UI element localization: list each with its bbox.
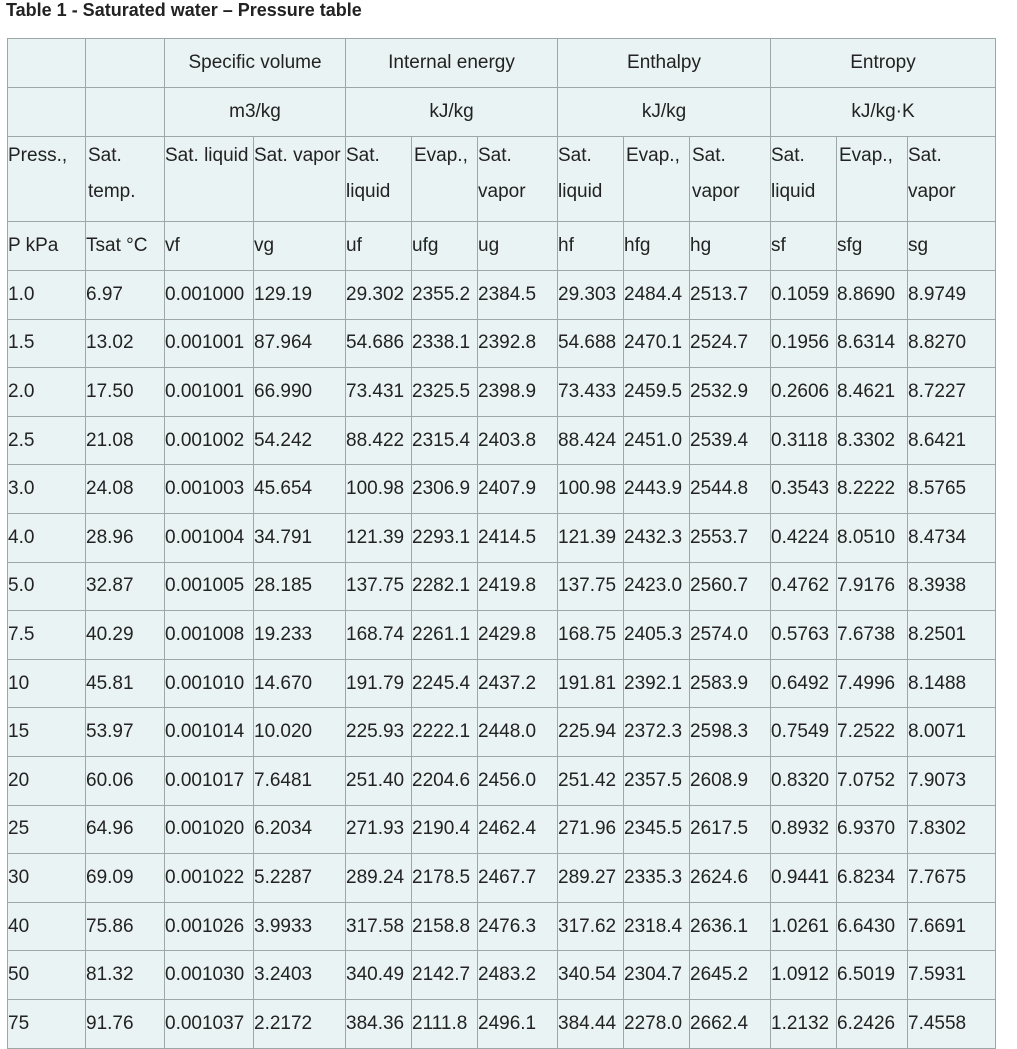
table-cell: 2278.0 <box>624 999 690 1048</box>
symbol-cell: sf <box>771 222 837 271</box>
table-cell: 2.5 <box>8 416 86 465</box>
table-cell: 2355.2 <box>412 271 478 320</box>
enthalpy-header: Enthalpy <box>558 39 771 88</box>
table-cell: 2142.7 <box>412 951 478 1000</box>
table-cell: 8.6421 <box>908 416 996 465</box>
table-cell: 384.44 <box>558 999 624 1048</box>
table-cell: 137.75 <box>558 562 624 611</box>
entropy-header: Entropy <box>771 39 996 88</box>
table-cell: 3.2403 <box>254 951 346 1000</box>
table-cell: 2456.0 <box>478 756 558 805</box>
table-cell: 0.2606 <box>771 368 837 417</box>
table-cell: 251.42 <box>558 756 624 805</box>
table-row <box>8 854 996 903</box>
table-cell: 30 <box>8 854 86 903</box>
table-cell: 2448.0 <box>478 708 558 757</box>
table-cell: 129.19 <box>254 271 346 320</box>
table-cell: 7.9176 <box>837 562 908 611</box>
table-cell: 45.654 <box>254 465 346 514</box>
table-cell: 0.8932 <box>771 805 837 854</box>
table-cell: 8.0510 <box>837 513 908 562</box>
symbol-cell: ug <box>478 222 558 271</box>
group-title-row <box>8 39 996 88</box>
table-cell: 2384.5 <box>478 271 558 320</box>
table-cell: 0.001020 <box>165 805 254 854</box>
table-cell: 271.93 <box>346 805 412 854</box>
table-cell: 88.424 <box>558 416 624 465</box>
table-cell: 2.0 <box>8 368 86 417</box>
specific-volume-unit: m3/kg <box>165 88 346 137</box>
table-cell: 7.4996 <box>837 659 908 708</box>
table-row <box>8 708 996 757</box>
ug-label: Sat. vapor <box>478 137 558 222</box>
table-cell: 8.7227 <box>908 368 996 417</box>
table-cell: 3.9933 <box>254 902 346 951</box>
table-cell: 69.09 <box>86 854 165 903</box>
table-cell: 2204.6 <box>412 756 478 805</box>
table-cell: 121.39 <box>558 513 624 562</box>
table-cell: 25 <box>8 805 86 854</box>
table-cell: 0.001004 <box>165 513 254 562</box>
table-cell: 5.2287 <box>254 854 346 903</box>
table-cell: 0.001014 <box>165 708 254 757</box>
table-cell: 50 <box>8 951 86 1000</box>
table-cell: 2325.5 <box>412 368 478 417</box>
table-cell: 45.81 <box>86 659 165 708</box>
table-cell: 1.0 <box>8 271 86 320</box>
table-cell: 0.001017 <box>165 756 254 805</box>
table-cell: 8.9749 <box>908 271 996 320</box>
table-cell: 0.001008 <box>165 611 254 660</box>
table-cell: 2405.3 <box>624 611 690 660</box>
table-cell: 2437.2 <box>478 659 558 708</box>
table-cell: 2.2172 <box>254 999 346 1048</box>
table-cell: 225.93 <box>346 708 412 757</box>
table-cell: 2245.4 <box>412 659 478 708</box>
table-cell: 191.79 <box>346 659 412 708</box>
table-cell: 2423.0 <box>624 562 690 611</box>
table-cell: 340.54 <box>558 951 624 1000</box>
table-cell: 0.4224 <box>771 513 837 562</box>
table-cell: 2462.4 <box>478 805 558 854</box>
hf-label: Sat. liquid <box>558 137 624 222</box>
symbol-cell: sfg <box>837 222 908 271</box>
table-cell: 2583.9 <box>690 659 771 708</box>
table-cell: 289.27 <box>558 854 624 903</box>
table-cell: 168.75 <box>558 611 624 660</box>
table-cell: 8.3302 <box>837 416 908 465</box>
symbol-cell: uf <box>346 222 412 271</box>
table-cell: 7.5 <box>8 611 86 660</box>
table-cell: 6.9370 <box>837 805 908 854</box>
table-cell: 91.76 <box>86 999 165 1048</box>
table-cell: 8.4621 <box>837 368 908 417</box>
tsat-label: Sat. temp. <box>86 137 165 222</box>
table-cell: 7.5931 <box>908 951 996 1000</box>
table-cell: 2624.6 <box>690 854 771 903</box>
unit-row <box>8 88 996 137</box>
table-cell: 7.8302 <box>908 805 996 854</box>
symbol-cell: sg <box>908 222 996 271</box>
table-cell: 2539.4 <box>690 416 771 465</box>
table-cell: 1.0912 <box>771 951 837 1000</box>
vf-label: Sat. liquid <box>165 137 254 222</box>
table-cell: 2553.7 <box>690 513 771 562</box>
table-cell: 0.3543 <box>771 465 837 514</box>
table-cell: 2261.1 <box>412 611 478 660</box>
table-row <box>8 756 996 805</box>
table-cell: 2476.3 <box>478 902 558 951</box>
table-cell: 0.001003 <box>165 465 254 514</box>
table-cell: 60.06 <box>86 756 165 805</box>
table-cell: 0.001037 <box>165 999 254 1048</box>
table-cell: 2662.4 <box>690 999 771 1048</box>
table-cell: 2459.5 <box>624 368 690 417</box>
table-cell: 29.302 <box>346 271 412 320</box>
table-cell: 73.433 <box>558 368 624 417</box>
table-cell: 8.0071 <box>908 708 996 757</box>
table-cell: 24.08 <box>86 465 165 514</box>
table-cell: 2419.8 <box>478 562 558 611</box>
table-cell: 2282.1 <box>412 562 478 611</box>
table-cell: 88.422 <box>346 416 412 465</box>
table-cell: 87.964 <box>254 319 346 368</box>
hfg-label: Evap., <box>624 137 690 222</box>
table-cell: 2544.8 <box>690 465 771 514</box>
table-cell: 10.020 <box>254 708 346 757</box>
table-row <box>8 659 996 708</box>
table-cell: 2357.5 <box>624 756 690 805</box>
table-cell: 6.6430 <box>837 902 908 951</box>
table-cell: 54.688 <box>558 319 624 368</box>
table-cell: 40.29 <box>86 611 165 660</box>
table-cell: 0.001000 <box>165 271 254 320</box>
table-cell: 2318.4 <box>624 902 690 951</box>
table-cell: 0.1956 <box>771 319 837 368</box>
table-cell: 2432.3 <box>624 513 690 562</box>
table-cell: 2645.2 <box>690 951 771 1000</box>
table-cell: 2335.3 <box>624 854 690 903</box>
table-cell: 75 <box>8 999 86 1048</box>
table-cell: 13.02 <box>86 319 165 368</box>
table-cell: 10 <box>8 659 86 708</box>
symbol-cell: hfg <box>624 222 690 271</box>
table-caption: Table 1 - Saturated water – Pressure table <box>6 0 362 20</box>
table-cell: 32.87 <box>86 562 165 611</box>
table-cell: 6.5019 <box>837 951 908 1000</box>
table-cell: 75.86 <box>86 902 165 951</box>
internal-energy-header: Internal energy <box>346 39 558 88</box>
table-cell: 225.94 <box>558 708 624 757</box>
table-cell: 0.001001 <box>165 319 254 368</box>
table-cell: 14.670 <box>254 659 346 708</box>
saturated-water-pressure-table <box>7 38 996 1049</box>
hg-label: Sat. vapor <box>690 137 771 222</box>
table-cell: 251.40 <box>346 756 412 805</box>
table-cell: 2483.2 <box>478 951 558 1000</box>
table-cell: 3.0 <box>8 465 86 514</box>
table-cell: 6.2426 <box>837 999 908 1048</box>
table-cell: 2190.4 <box>412 805 478 854</box>
table-cell: 7.9073 <box>908 756 996 805</box>
table-cell: 8.1488 <box>908 659 996 708</box>
table-cell: 15 <box>8 708 86 757</box>
table-cell: 0.4762 <box>771 562 837 611</box>
table-cell: 8.6314 <box>837 319 908 368</box>
table-cell: 4.0 <box>8 513 86 562</box>
table-row <box>8 271 996 320</box>
table-row <box>8 513 996 562</box>
table-cell: 21.08 <box>86 416 165 465</box>
table-cell: 2598.3 <box>690 708 771 757</box>
press-label: Press., <box>8 137 86 222</box>
table-cell: 340.49 <box>346 951 412 1000</box>
table-row <box>8 416 996 465</box>
symbol-cell: hf <box>558 222 624 271</box>
table-cell: 2574.0 <box>690 611 771 660</box>
sf-label: Sat. liquid <box>771 137 837 222</box>
table-cell: 2372.3 <box>624 708 690 757</box>
table-cell: 8.8270 <box>908 319 996 368</box>
table-cell: 20 <box>8 756 86 805</box>
table-cell: 100.98 <box>558 465 624 514</box>
table-cell: 317.58 <box>346 902 412 951</box>
symbol-cell: vf <box>165 222 254 271</box>
symbol-cell: Tsat °C <box>86 222 165 271</box>
table-cell: 0.5763 <box>771 611 837 660</box>
table-row <box>8 902 996 951</box>
table-cell: 2470.1 <box>624 319 690 368</box>
table-cell: 2398.9 <box>478 368 558 417</box>
table-cell: 2158.8 <box>412 902 478 951</box>
symbol-cell: P kPa <box>8 222 86 271</box>
table-cell: 19.233 <box>254 611 346 660</box>
table-cell: 40 <box>8 902 86 951</box>
table-cell: 0.001022 <box>165 854 254 903</box>
table-row <box>8 319 996 368</box>
table-cell: 8.5765 <box>908 465 996 514</box>
table-cell: 2338.1 <box>412 319 478 368</box>
table-cell: 34.791 <box>254 513 346 562</box>
table-cell: 5.0 <box>8 562 86 611</box>
table-cell: 289.24 <box>346 854 412 903</box>
table-cell: 8.2222 <box>837 465 908 514</box>
table-cell: 8.4734 <box>908 513 996 562</box>
table-cell: 66.990 <box>254 368 346 417</box>
table-cell: 2414.5 <box>478 513 558 562</box>
table-cell: 2608.9 <box>690 756 771 805</box>
table-cell: 2524.7 <box>690 319 771 368</box>
table-cell: 2617.5 <box>690 805 771 854</box>
ufg-label: Evap., <box>412 137 478 222</box>
internal-energy-unit: kJ/kg <box>346 88 558 137</box>
symbol-cell: ufg <box>412 222 478 271</box>
table-cell: 2293.1 <box>412 513 478 562</box>
table-cell: 1.0261 <box>771 902 837 951</box>
table-cell: 6.8234 <box>837 854 908 903</box>
table-cell: 81.32 <box>86 951 165 1000</box>
table-cell: 384.36 <box>346 999 412 1048</box>
table-cell: 2484.4 <box>624 271 690 320</box>
table-cell: 2532.9 <box>690 368 771 417</box>
table-cell: 7.6691 <box>908 902 996 951</box>
vg-label: Sat. vapor <box>254 137 346 222</box>
table-cell: 8.3938 <box>908 562 996 611</box>
table-cell: 6.97 <box>86 271 165 320</box>
table-cell: 7.7675 <box>908 854 996 903</box>
symbol-cell: hg <box>690 222 771 271</box>
table-cell: 0.9441 <box>771 854 837 903</box>
table-cell: 29.303 <box>558 271 624 320</box>
table-cell: 0.001026 <box>165 902 254 951</box>
table-cell: 2429.8 <box>478 611 558 660</box>
table-cell: 2111.8 <box>412 999 478 1048</box>
table-cell: 137.75 <box>346 562 412 611</box>
table-cell: 8.8690 <box>837 271 908 320</box>
table-cell: 0.001001 <box>165 368 254 417</box>
table-cell: 7.2522 <box>837 708 908 757</box>
table-cell: 2636.1 <box>690 902 771 951</box>
table-cell: 53.97 <box>86 708 165 757</box>
table-cell: 168.74 <box>346 611 412 660</box>
table-cell: 2467.7 <box>478 854 558 903</box>
table-row <box>8 805 996 854</box>
specific-volume-header: Specific volume <box>165 39 346 88</box>
table-cell: 2304.7 <box>624 951 690 1000</box>
table-cell: 6.2034 <box>254 805 346 854</box>
table-cell: 7.6481 <box>254 756 346 805</box>
table-cell: 2345.5 <box>624 805 690 854</box>
table-cell: 2407.9 <box>478 465 558 514</box>
table-row <box>8 951 996 1000</box>
table-cell: 0.001030 <box>165 951 254 1000</box>
entropy-unit: kJ/kg·K <box>771 88 996 137</box>
uf-label: Sat. liquid <box>346 137 412 222</box>
table-row <box>8 465 996 514</box>
table-cell: 2392.1 <box>624 659 690 708</box>
table-cell: 28.185 <box>254 562 346 611</box>
table-cell: 54.686 <box>346 319 412 368</box>
table-cell: 271.96 <box>558 805 624 854</box>
table-cell: 0.6492 <box>771 659 837 708</box>
table-cell: 1.5 <box>8 319 86 368</box>
table-cell: 317.62 <box>558 902 624 951</box>
table-cell: 0.001010 <box>165 659 254 708</box>
table-cell: 7.0752 <box>837 756 908 805</box>
table-cell: 2222.1 <box>412 708 478 757</box>
table-cell: 64.96 <box>86 805 165 854</box>
table-cell: 2560.7 <box>690 562 771 611</box>
table-cell: 0.1059 <box>771 271 837 320</box>
table-cell: 100.98 <box>346 465 412 514</box>
table-cell: 2392.8 <box>478 319 558 368</box>
table-cell: 7.4558 <box>908 999 996 1048</box>
table-cell: 8.2501 <box>908 611 996 660</box>
table-cell: 54.242 <box>254 416 346 465</box>
table-cell: 0.8320 <box>771 756 837 805</box>
table-cell: 2306.9 <box>412 465 478 514</box>
sfg-label: Evap., <box>837 137 908 222</box>
table-cell: 7.6738 <box>837 611 908 660</box>
table-cell: 2451.0 <box>624 416 690 465</box>
table-cell: 2496.1 <box>478 999 558 1048</box>
enthalpy-unit: kJ/kg <box>558 88 771 137</box>
table-cell: 2315.4 <box>412 416 478 465</box>
sg-label: Sat. vapor <box>908 137 996 222</box>
table-cell: 2513.7 <box>690 271 771 320</box>
table-cell: 1.2132 <box>771 999 837 1048</box>
symbol-row <box>8 222 996 271</box>
column-label-row <box>8 137 996 222</box>
table-cell: 0.3118 <box>771 416 837 465</box>
table-cell: 2443.9 <box>624 465 690 514</box>
table-row <box>8 368 996 417</box>
table-cell: 2403.8 <box>478 416 558 465</box>
symbol-cell: vg <box>254 222 346 271</box>
table-cell: 121.39 <box>346 513 412 562</box>
table-cell: 0.001005 <box>165 562 254 611</box>
table-cell: 73.431 <box>346 368 412 417</box>
table-cell: 0.001002 <box>165 416 254 465</box>
table-cell: 17.50 <box>86 368 165 417</box>
table-cell: 28.96 <box>86 513 165 562</box>
table-cell: 2178.5 <box>412 854 478 903</box>
table-row <box>8 611 996 660</box>
table-cell: 191.81 <box>558 659 624 708</box>
table-cell: 0.7549 <box>771 708 837 757</box>
table-row <box>8 562 996 611</box>
